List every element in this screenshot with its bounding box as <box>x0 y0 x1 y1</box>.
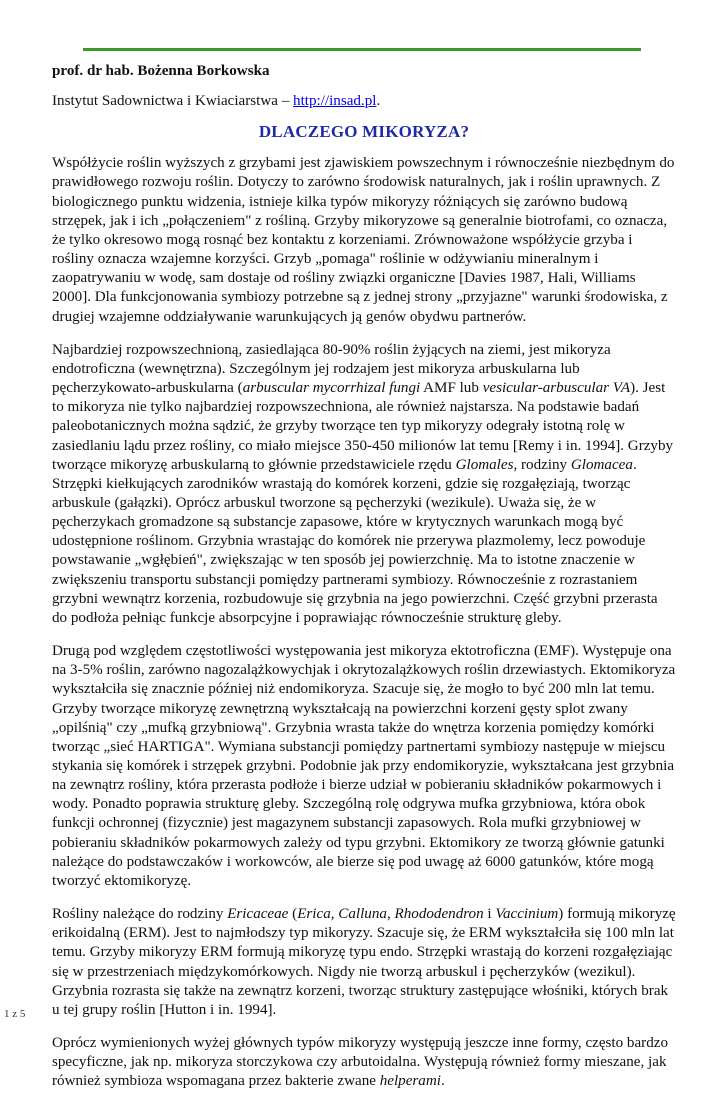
author-name: prof. dr hab. Bożenna Borkowska <box>52 63 270 79</box>
italic-term: Glomales <box>455 456 514 473</box>
paragraph <box>52 1034 676 1091</box>
text-run: Najbardziej rozpowszechnioną, zasiedlająca 80-90% roślin żyjących na ziemi, jest mikoryza endotroficzna (wewnętrzna). Szczególnym jej rodzajem jest mikoryza arbuskularna lub pęcherzykowato-arbuskularna ( <box>52 341 611 397</box>
text-run: AMF lub <box>420 380 483 397</box>
text-run: Drugą pod względem częstotliwości występowania jest mikoryza ektotroficzna (EMF). Występuje ona na 3-5% roślin, zarówno nagozalążkowychjak i okrytozalążkowych roślin drzewiastych. Ektomikoryza wykształciła się znacznie później niż endomikoryza. Szacuje się, że mogło to być 200 mln lat temu. Grzyby tworzące mikoryzę zewnętrzną wykształcają na powierzchni korzeni gęsty splot zwany „opilśnią" czy „mufką grzybniową". Grzybnia wrasta także do wnętrza korzenia pomiędzy komórki tworząc „sieć HARTIGA". Wymiana substancji pomiędzy partnertami symbiozy następuje w miejscu stykania się komórek i strzępek grzybni. Podobnie jak przy endomikoryzie, wykształcana jest grzybnia na zewnątrz rośliny, która przerasta podłoże i bierze udział w pobieraniu składników pokarmowych i wody. Ponadto poprawia strukturę gleby. Szczególną rolę odgrywa mufka grzybniowa, która obok funkcji ochronnej (fizycznie) jest magazynem substancji zapasowych. Rola mufki grzybniowej w pobieraniu składników pokarmowych zależy od typu grzybni. Ektomikory ze tworzą głównie gatunki należące do podstawczaków i workowców, ale bierze się pod uwagę aż 6000 gatunków, które mogą tworzyć ektomikoryzę. <box>52 643 676 889</box>
text-run: ) formują mikoryzę erikoidalną (ERM). Jest to najmłodszy typ mikoryzy. Szacuje się, że ERM wykształciła się 100 mln lat temu. Grzyby mikoryzy ERM formują mikoryzę typu endo. Strzępki wrastają do korzeni rozgałęziając się w przestrzeniach międzykomórkowych. Nigdy nie tworzą arbuskul i pęcherzyków (wezikul). Grzybnia rozrasta się także na zewnątrz korzeni, tworząc struktury zastępujące włośniki, których brak u tej grupy roślin [Hutton i in. 1994]. <box>52 906 676 1018</box>
text-run: Rośliny należące do rodziny <box>52 906 228 923</box>
italic-term: Rhododendron <box>394 906 484 923</box>
paragraph <box>52 154 676 326</box>
italic-term: arbuscular mycorrhizal fungi <box>242 380 421 397</box>
text-run: ). Jest to mikoryza nie tylko najbardziej rozpowszechniona, ale również najstarsza. Na podstawie badań paleobotanicznych można sądzić, że grzyby tworzące ten typ mikoryzy odegrały istotną rolę w zasiedlaniu lądu przez rośliny, co miało miejsce 350-450 milionów lat temu [Remy i in. 1994]. Grzyby tworzące mikoryzę arbuskularną to głównie przedstawiciele rzędu <box>52 380 674 473</box>
text-run: Współżycie roślin wyższych z grzybami jest zjawiskiem powszechnym i równocześnie niezbędnym do prawidłowego rozwoju roślin. Dotyczy to zarówno środowisk naturalnych, jak i roślin uprawnych. Z biologicznego punktu widzenia, istnieje kilka typów mikoryzy różniących się zarówno budową strzępek, jak i ich „połączeniem" z rośliną. Grzyby mikoryzowe są generalnie biotrofami, co oznacza, że tylko okresowo mogą rosnąć bez kontaktu z korzeniami. Zrównoważone współżycie grzyba i rośliny oznacza wzajemne korzyści. Grzyb „pomaga" roślinie w odżywianiu mineralnym i zaopatrywaniu w wodę, sam dostaje od rośliny związki organiczne [Davies 1987, Hali, Williams 2000]. Dla funkcjonowania symbiozy potrzebne są z jednej strony „przyjazne" warunki środowiska, z drugiej wzajemne oddziaływanie warunkujących ją genów obydwu partnerów. <box>52 155 675 325</box>
paragraph <box>52 905 676 1020</box>
page-title: DLACZEGO MIKORYZA? <box>258 122 470 142</box>
italic-term: Ericaceae <box>227 906 289 923</box>
italic-term: Calluna <box>338 906 387 923</box>
institute-suffix: . <box>376 93 381 110</box>
text-run: , <box>330 906 339 923</box>
italic-term: vesicular-arbuscular VA <box>482 380 631 397</box>
text-run: i <box>483 906 496 923</box>
page-counter: 1 z 5 <box>4 1008 26 1020</box>
text-run: , rodziny <box>513 456 571 473</box>
italic-term: helperami <box>379 1073 441 1090</box>
text-run: ( <box>288 906 298 923</box>
institute-line <box>52 92 676 111</box>
text-run: , <box>386 906 395 923</box>
article-paragraphs <box>52 154 676 1091</box>
italic-term: Erica <box>297 906 331 923</box>
text-run: . <box>440 1073 445 1090</box>
header-rule <box>83 48 641 51</box>
document-body <box>52 62 676 1106</box>
italic-term: Glomacea <box>570 456 633 473</box>
institute-link[interactable]: http://insad.pl <box>293 93 377 110</box>
text-run: . Strzępki kiełkujących zarodników wrastają do komórek korzeni, gdzie się rozgałęziają, tworząc arbuskule (gałązki). Oprócz arbuskul tworzone są pęcherzyki (wezikule). Uważa się, że w pęcherzykach gromadzone są substancje zapasowe, które w krytycznych warunkach mogą być udostępnione roślinom. Grzybnia wrastając do komórek nie przerywa plazmolemy, lecz powoduje powstawanie „wgłębień", zwiększając w ten sposób jej powierzchnię. Ma to istotne znaczenie w zwiększeniu transportu substancji pomiędzy partnerami symbiozy. Równocześnie z rozrastaniem grzybni wewnątrz korzenia, rozbudowuje się grzybnia na jego powierzchni. Część grzybni przerasta do podłoża pełniąc funkcje absorpcyjne i poprawiając równocześnie strukturę gleby. <box>52 456 658 626</box>
institute-name: Instytut Sadownictwa i Kwiaciarstwa – <box>52 93 294 110</box>
text-run: Oprócz wymienionych wyżej głównych typów mikoryzy występują jeszcze inne formy, często bardzo specyficzne, jak np. mikoryza storczykowa czy arbutoidalna. Występują również formy mieszane, jak również symbioza wspomagana przez bakterie zwane <box>52 1035 668 1090</box>
italic-term: Vaccinium <box>495 906 559 923</box>
paragraph <box>52 341 676 628</box>
paragraph <box>52 642 676 891</box>
